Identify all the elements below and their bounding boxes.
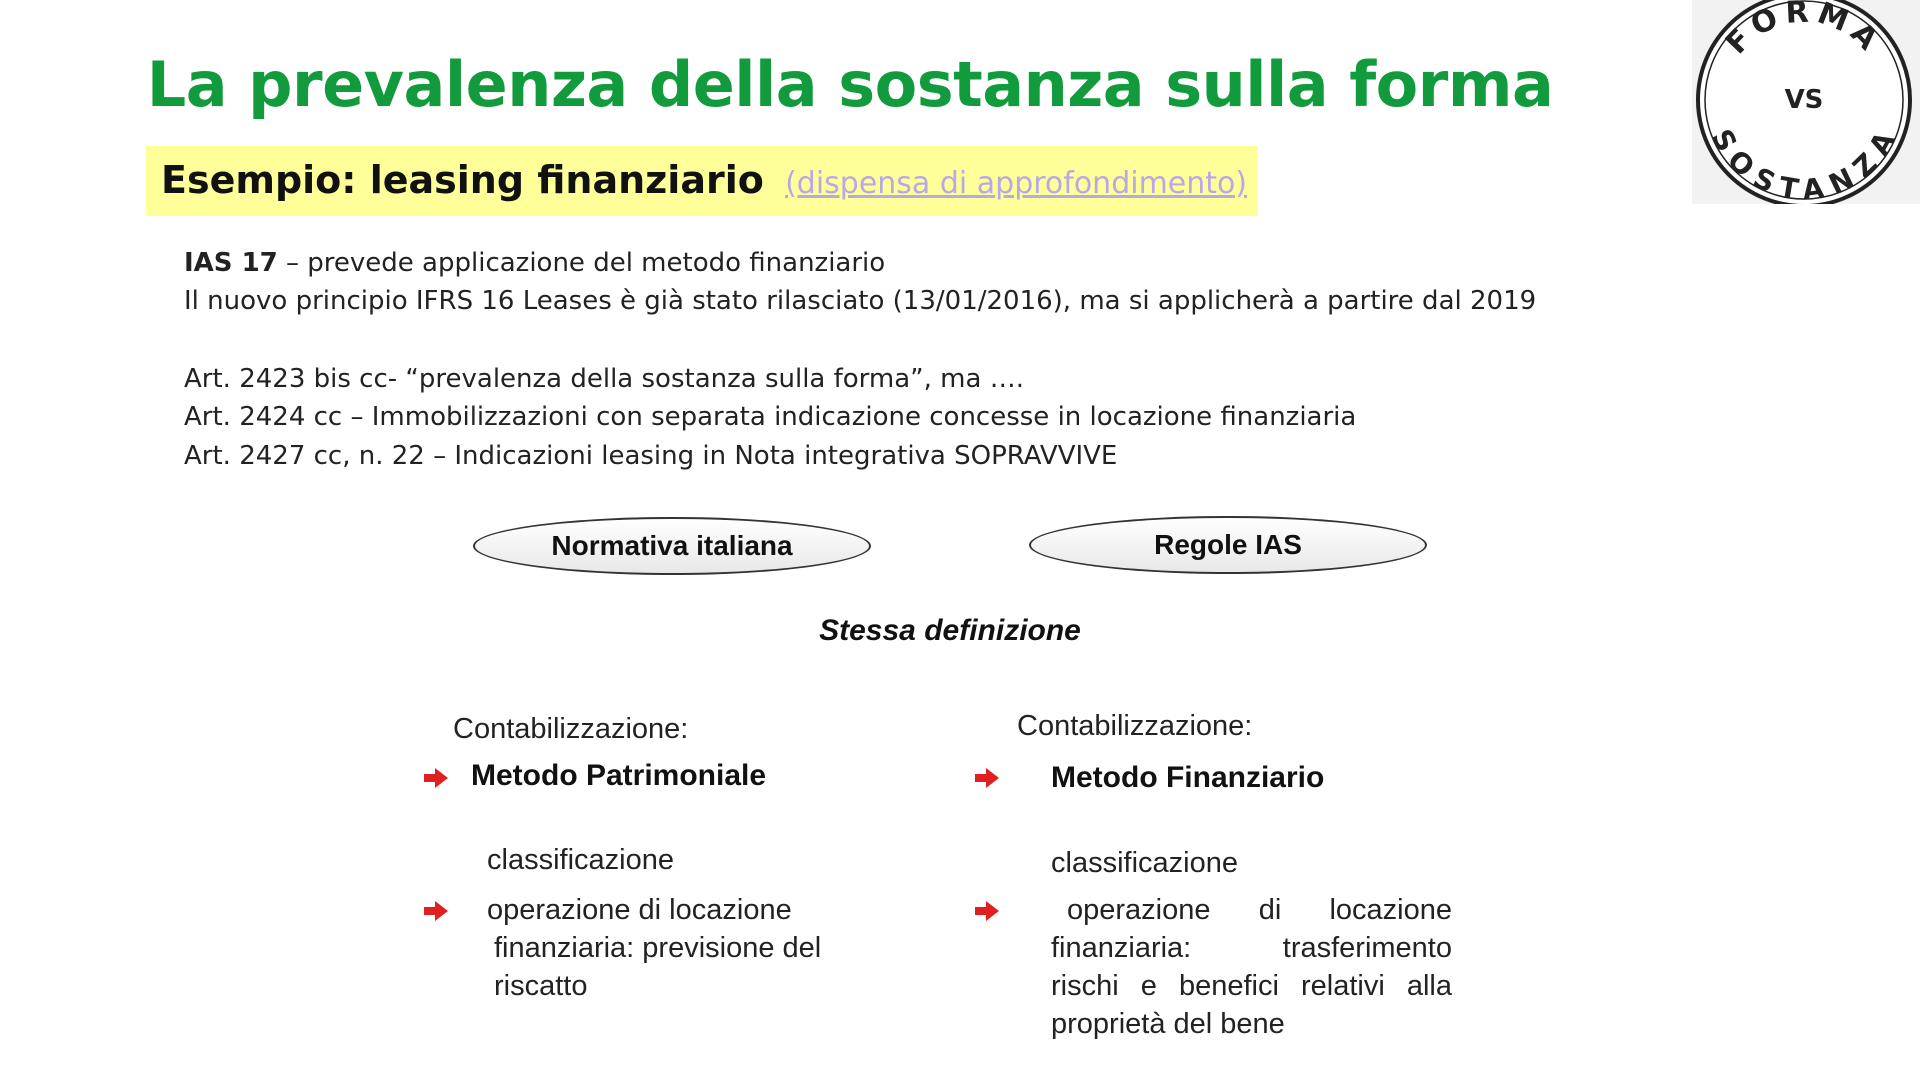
ias-label: IAS 17 <box>184 248 278 278</box>
handout-link[interactable]: (dispensa di approfondimento) <box>785 166 1248 201</box>
body-line-ias17 <box>184 248 885 278</box>
right-accounting-label: Contabilizzazione: <box>1017 710 1253 742</box>
left-method: Metodo Patrimoniale <box>471 759 767 792</box>
left-classification-line: operazione di locazione <box>487 894 792 926</box>
left-classification-line: riscatto <box>494 970 588 1002</box>
left-heading-ellipse <box>473 517 871 575</box>
right-classification-text <box>1051 891 1452 1043</box>
red-arrow-icon <box>424 768 448 788</box>
right-classification-line: proprietà del bene <box>1051 1008 1285 1040</box>
stamp-logo-panel <box>1692 0 1920 204</box>
ias-text: – prevede applicazione del metodo finanziario <box>277 248 886 278</box>
left-classification-line: finanziaria: previsione del <box>494 932 822 964</box>
body-line-art2424: Art. 2424 cc – Immobilizzazioni con separata indicazione concesse in locazione finanziaria <box>184 402 1357 432</box>
body-line-ifrs16: Il nuovo principio IFRS 16 Leases è già stato rilasciato (13/01/2016), ma si applicherà a partire dal 2019 <box>184 286 1537 316</box>
right-method: Metodo Finanziario <box>1051 761 1325 794</box>
stamp-bottom-word: SOSTANZA <box>1704 123 1903 204</box>
stamp-top-word: FORMA <box>1718 0 1889 62</box>
slide-title: La prevalenza della sostanza sulla forma <box>146 48 1554 121</box>
same-definition-label: Stessa definizione <box>819 614 1081 647</box>
forma-vs-sostanza-stamp-icon <box>1692 0 1920 204</box>
body-line-art2427: Art. 2427 cc, n. 22 – Indicazioni leasing in Nota integrativa SOPRAVVIVE <box>184 441 1118 471</box>
right-classification-line: rischi e benefici relativi alla <box>1051 970 1452 1002</box>
stamp-middle: VS <box>1784 85 1824 115</box>
subtitle-text: Esempio: leasing finanziario <box>161 158 764 202</box>
right-classification-label: classificazione <box>1051 847 1238 879</box>
subtitle <box>161 158 1247 202</box>
left-accounting-label: Contabilizzazione: <box>453 713 689 745</box>
body-line-art2423: Art. 2423 bis cc- “prevalenza della sostanza sulla forma”, ma …. <box>184 364 1024 394</box>
left-heading: Normativa italiana <box>551 530 793 561</box>
left-classification-text <box>487 891 867 1005</box>
red-arrow-icon <box>424 901 448 921</box>
right-classification-line: operazione di locazione <box>1067 894 1452 926</box>
red-arrow-icon <box>975 901 999 921</box>
left-classification-label: classificazione <box>487 844 674 876</box>
red-arrow-icon <box>975 768 999 788</box>
right-heading-ellipse <box>1029 516 1427 574</box>
right-heading: Regole IAS <box>1154 529 1302 560</box>
right-classification-line: finanziaria: trasferimento <box>1051 932 1452 964</box>
